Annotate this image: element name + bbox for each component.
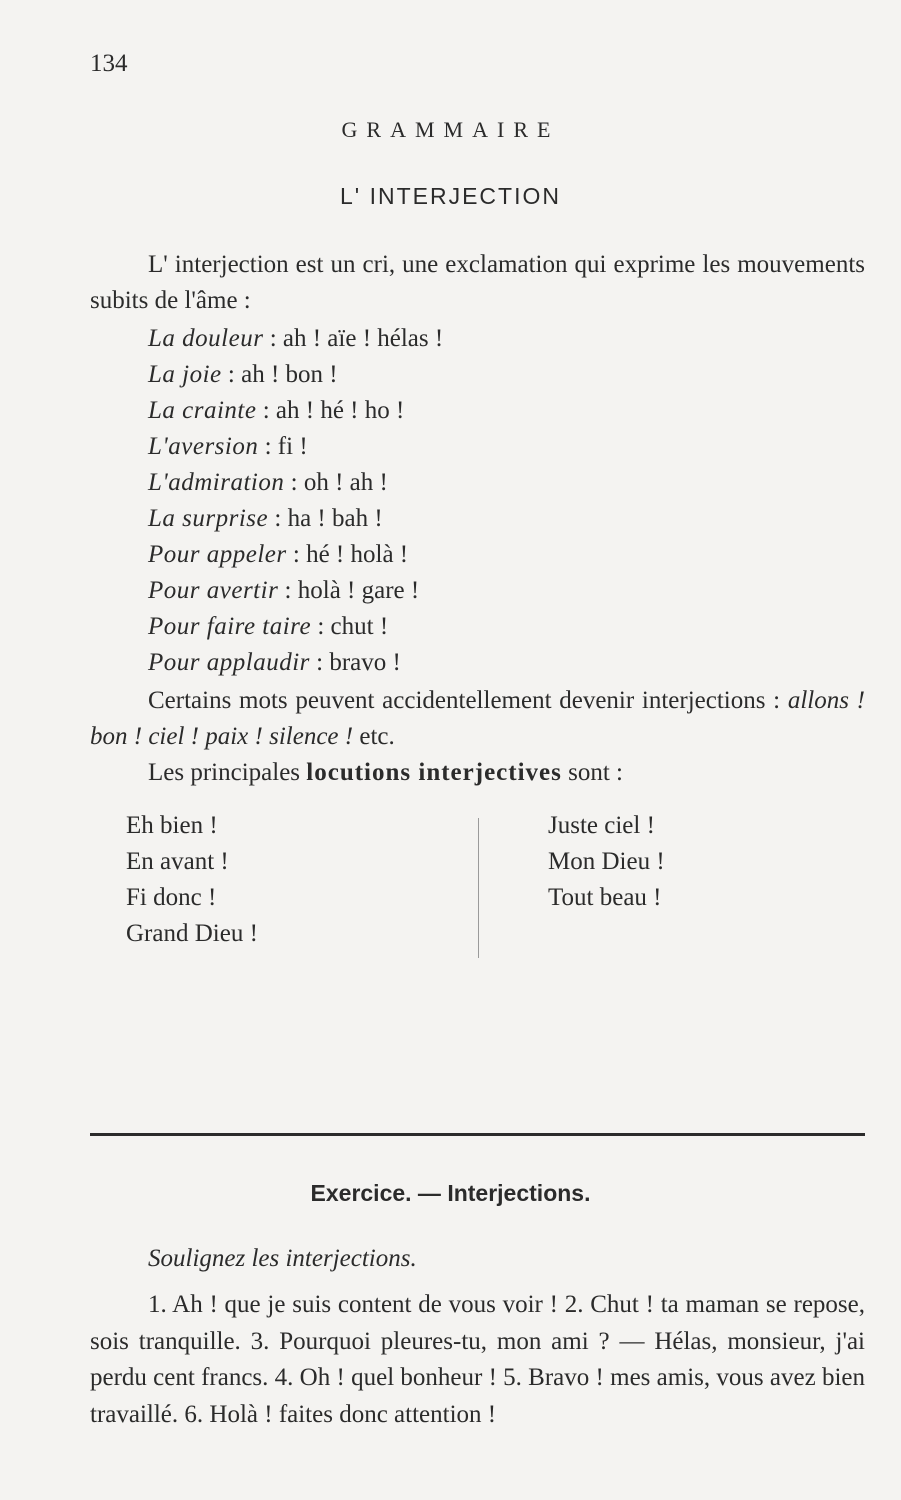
- example-row: [148, 573, 443, 609]
- locutions-prefix: Les principales: [148, 759, 301, 786]
- example-value: : holà ! gare !: [284, 577, 420, 604]
- example-value: : chut !: [317, 613, 389, 640]
- example-label: Pour applaudir: [148, 649, 310, 676]
- page-number: 134: [90, 50, 128, 77]
- example-row: [148, 429, 443, 465]
- example-value: : oh ! ah !: [290, 469, 388, 496]
- example-row: [148, 501, 443, 537]
- example-label: Pour appeler: [148, 541, 287, 568]
- locution-item: Grand Dieu !: [126, 920, 258, 947]
- locutions-left-column: [126, 808, 258, 952]
- example-value: : bravo !: [316, 649, 401, 676]
- example-label: L'admiration: [148, 469, 285, 496]
- example-value: : fi !: [264, 433, 308, 460]
- example-row: [148, 645, 443, 681]
- example-label: Pour faire taire: [148, 613, 312, 640]
- example-value: : ah ! hé ! ho !: [262, 397, 405, 424]
- example-value: : ah ! aïe ! hélas !: [269, 325, 444, 352]
- certains-text: Certains mots peuvent accidentellement devenir interjections :: [148, 687, 781, 714]
- locution-item: En avant !: [126, 848, 229, 875]
- example-value: : ah ! bon !: [227, 361, 338, 388]
- locution-item: Juste ciel !: [548, 812, 655, 839]
- certains-paragraph: [90, 683, 865, 755]
- example-row: [148, 465, 443, 501]
- examples-list: [148, 321, 443, 681]
- example-row: [148, 357, 443, 393]
- example-label: La joie: [148, 361, 222, 388]
- example-label: La douleur: [148, 325, 264, 352]
- locution-item: Eh bien !: [126, 812, 218, 839]
- locutions-intro: [148, 755, 848, 791]
- section-title: GRAMMAIRE: [341, 117, 560, 142]
- example-row: [148, 537, 443, 573]
- intro-paragraph: [90, 247, 865, 319]
- certains-etc: etc.: [359, 723, 395, 750]
- locutions-right-column: [548, 808, 665, 916]
- exercise-title: Exercice. — Interjections.: [310, 1180, 591, 1206]
- example-label: L'aversion: [148, 433, 259, 460]
- lesson-title: L' INTERJECTION: [340, 183, 561, 209]
- locution-item: Mon Dieu !: [548, 848, 665, 875]
- example-row: [148, 393, 443, 429]
- locutions-suffix: sont :: [568, 759, 623, 786]
- locution-item: Tout beau !: [548, 884, 662, 911]
- example-row: [148, 609, 443, 645]
- intro-text: L' interjection est un cri, une exclamation qui exprime les mouvements subits de l'âme :: [90, 251, 865, 314]
- certains-examples: allons ! bon ! ciel ! paix ! silence !: [90, 687, 866, 750]
- example-value: : ha ! bah !: [274, 505, 383, 532]
- example-label: Pour avertir: [148, 577, 279, 604]
- exercise-text-paragraph: [90, 1287, 865, 1433]
- example-label: La surprise: [148, 505, 269, 532]
- example-label: La crainte: [148, 397, 257, 424]
- exercise-text: 1. Ah ! que je suis content de vous voir ! 2. Chut ! ta maman se repose, sois tranquille. 3. Pourquoi pleures-tu, mon ami ? — Hélas, monsieur, j'ai perdu cent francs. 4. Oh ! quel bonheur ! 5. Bravo ! mes amis, vous avez bien travaillé. 6. Holà ! faites donc attention !: [90, 1291, 865, 1428]
- section-divider: [90, 1133, 865, 1136]
- exercise-instruction: Soulignez les interjections.: [148, 1245, 417, 1272]
- locution-item: Fi donc !: [126, 884, 217, 911]
- example-row: [148, 321, 443, 357]
- locutions-bold: locutions interjectives: [306, 759, 562, 786]
- example-value: : hé ! holà !: [292, 541, 409, 568]
- column-divider: [478, 818, 479, 958]
